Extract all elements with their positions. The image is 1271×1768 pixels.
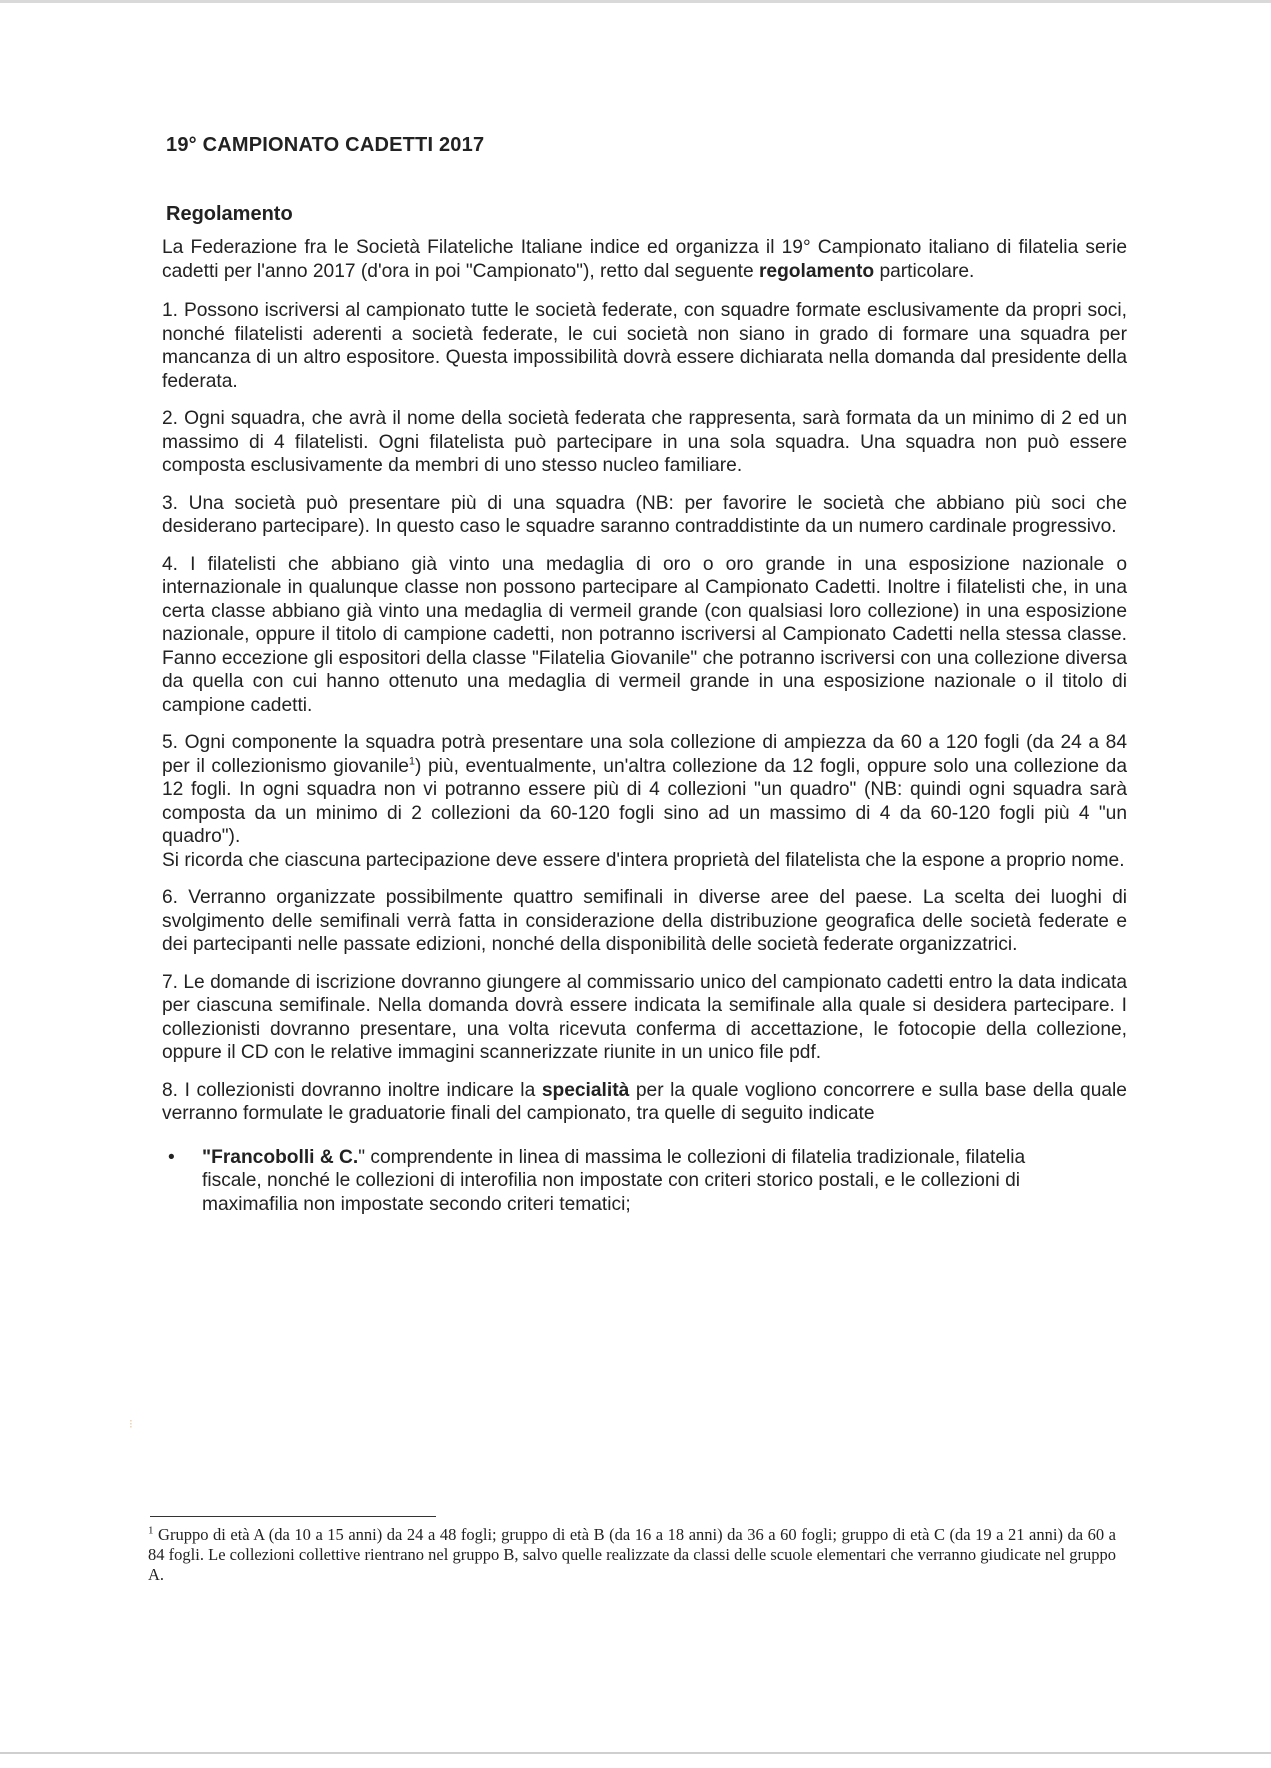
document-body (162, 134, 1127, 1216)
rule-2: 2. Ogni squadra, che avrà il nome della società federata che rappresenta, sarà formata da un minimo di 2 ed un massimo di 4 filatelisti. Ogni filatelista può partecipare in una sola squadra. Una squadra non può essere composta esclusivamente da membri di uno stesso nucleo familiare. (162, 408, 1127, 476)
rule-4: 4. I filatelisti che abbiano già vinto una medaglia di oro o oro grande in una esposizione nazionale o internazionale in qualunque classe non possono partecipare al Campionato Cadetti. Inoltre i filatelisti che, in una certa classe abbiano già vinto una medaglia di vermeil grande (con qualsiasi loro collezione) in una esposizione nazionale, oppure il titolo di campione cadetti, non potranno iscriversi al Campionato Cadetti nella stessa classe. Fanno eccezione gli espositori della classe "Filatelia Giovanile" che potranno iscriversi con una collezione diversa da quella con cui hanno ottenuto una medaglia di vermeil grande in una esposizione nazionale o il titolo di campione cadetti. (162, 553, 1127, 716)
page-edge-top (0, 0, 1271, 3)
rule-6: 6. Verranno organizzate possibilmente quattro semifinali in diverse aree del paese. La scelta dei luoghi di svolgimento delle semifinali verrà fatta in considerazione della distribuzione geografica delle società federate e dei partecipanti nelle passate edizioni, nonché della disponibilità delle società federate organizzatrici. (162, 887, 1127, 955)
scan-speck: ⁝ (129, 1417, 133, 1431)
intro-paragraph (162, 236, 1127, 283)
rule-5 (162, 731, 1127, 849)
footnote-text: Gruppo di età A (da 10 a 15 anni) da 24 a 48 fogli; gruppo di età B (da 16 a 18 anni) da 36 a 60 fogli; gruppo di età C (da 19 a 21 anni) da 60 a 84 fogli. Le collezioni collettive rientrano nel gruppo B, salvo quelle realizzate da classi delle scuole elementari che verranno giudicate nel gruppo A. (148, 1525, 1116, 1584)
footnote (148, 1525, 1116, 1585)
rule-1: 1. Possono iscriversi al campionato tutte le società federate, con squadre formate esclusivamente da propri soci, nonché filatelisti aderenti a società federate, le cui società non siano in grado di formare una squadra per mancanza di un altro espositore. Questa impossibilità dovrà essere dichiarata nella domanda dal presidente della federata. (162, 300, 1127, 392)
specialty-description: comprendente in linea di massima le collezioni di filatelia tradizionale, filatelia fiscale, nonché le collezioni di interofilia non impostate con criteri storico postali, e le collezioni di maximafilia non impostate secondo criteri tematici; (202, 1146, 1026, 1215)
footnote-mark: 1 (148, 1524, 154, 1537)
footnote-ref: 1 (408, 755, 416, 768)
specialty-item (162, 1146, 1127, 1217)
section-title: Regolamento (166, 203, 293, 225)
footnote-divider (150, 1516, 436, 1517)
rule-8 (162, 1079, 1127, 1126)
page-edge-bottom (0, 1752, 1271, 1754)
specialty-name: "Francobolli & C. (202, 1146, 359, 1168)
rule-5-text-cont: ) più, eventualmente, un'altra collezione da 12 fogli, oppure solo una collezione da 12 fogli. In ogni squadra non vi potranno essere più di 4 collezioni "un quadro" (NB: quindi ogni squadra sarà composta da un minimo di 2 collezioni da 60-120 fogli sino ad un massimo di 4 da 60-120 fogli più 4 "un quadro"). (162, 755, 1127, 847)
intro-bold: regolamento (758, 260, 875, 282)
bullet-icon: • (168, 1146, 175, 1168)
rule-3: 3. Una società può presentare più di una squadra (NB: per favorire le società che abbiano più soci che desiderano partecipare). In questo caso le squadre saranno contraddistinte da un numero cardinale progressivo. (162, 492, 1127, 537)
specialty-quote: " (358, 1146, 366, 1168)
intro-text: La Federazione fra le Società Filateliche Italiane indice ed organizza il 19° Campionato italiano di filatelia serie cadetti per l'anno 2017 (d'ora in poi "Campionato"), retto dal seguente (162, 237, 1127, 282)
rule-5-note: Si ricorda che ciascuna partecipazione deve essere d'intera proprietà del filatelista che la espone a proprio nome. (162, 849, 1125, 871)
rule-8-text-cont: per la quale vogliono concorrere e sulla base della quale verranno formulate le graduatorie finali del campionato, tra quelle di seguito indicate (162, 1079, 1127, 1124)
document-title: 19° CAMPIONATO CADETTI 2017 (166, 134, 485, 156)
intro-text-end: particolare. (874, 260, 975, 282)
rule-8-bold: specialità (541, 1079, 630, 1101)
specialty-text (202, 1146, 1127, 1217)
rule-7: 7. Le domande di iscrizione dovranno giungere al commissario unico del campionato cadetti entro la data indicata per ciascuna semifinale. Nella domanda dovrà essere indicata la semifinale alla quale si desidera partecipare. I collezionisti dovranno presentare, una volta ricevuta conferma di accettazione, le fotocopie della collezione, oppure il CD con le relative immagini scannerizzate riunite in un unico file pdf. (162, 971, 1127, 1063)
rule-8-text: 8. I collezionisti dovranno inoltre indicare la (162, 1079, 542, 1101)
rule-5-text: 5. Ogni componente la squadra potrà presentare una sola collezione di ampiezza da 60 a 120 fogli (da 24 a 84 per il collezionismo giovanile (162, 732, 1127, 777)
specialty-list (162, 1146, 1127, 1217)
